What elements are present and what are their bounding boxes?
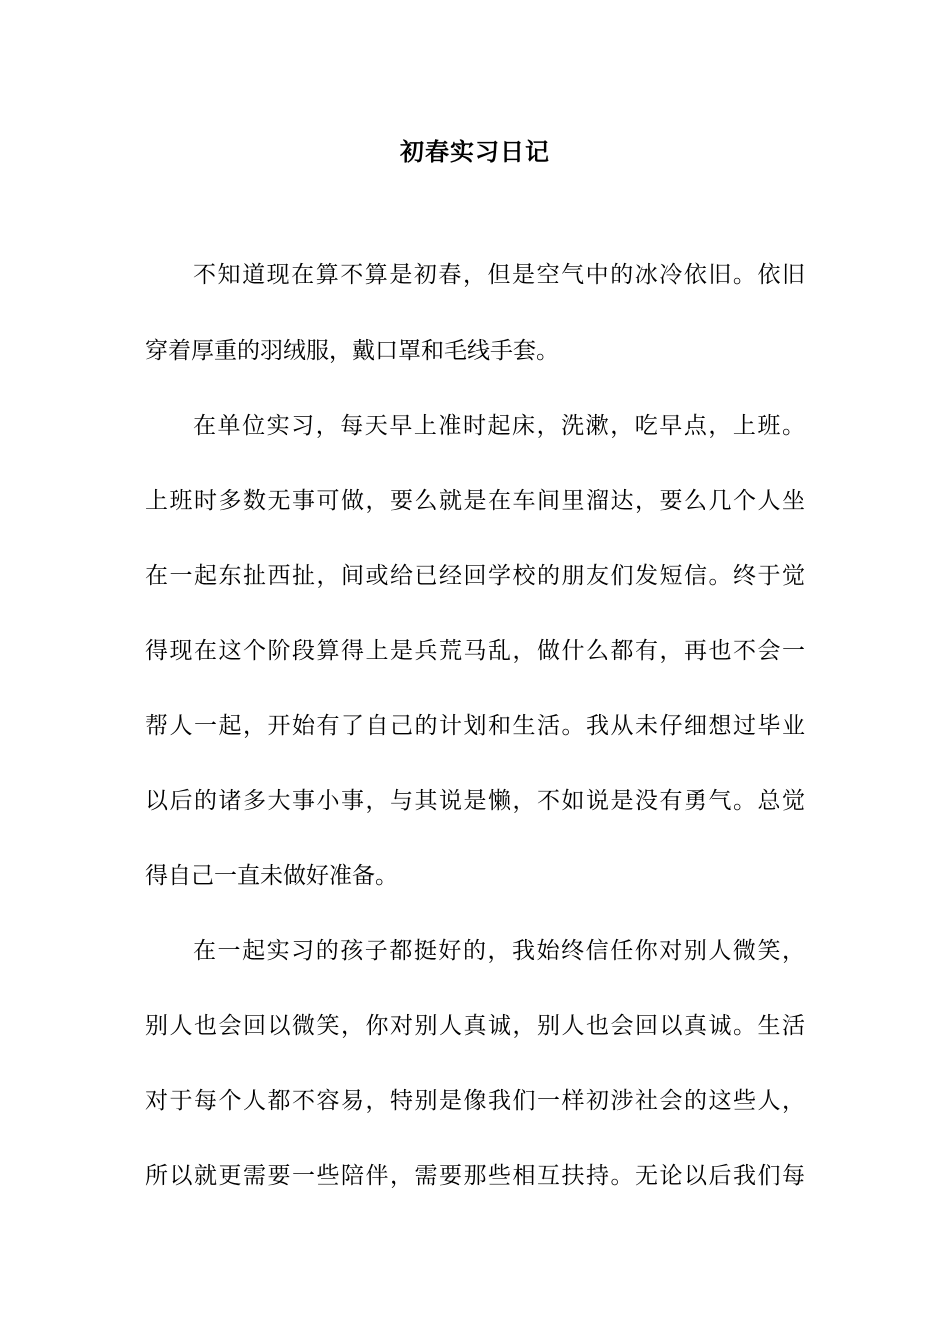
paragraph-line: 帮人一起，开始有了自己的计划和生活。我从未仔细想过毕业: [145, 713, 805, 739]
paragraph-line: 所以就更需要一些陪伴，需要那些相互扶持。无论以后我们每: [145, 1163, 805, 1189]
paragraph-line: 在一起实习的孩子都挺好的，我始终信任你对别人微笑，: [193, 938, 805, 964]
document-title: 初春实习日记: [400, 137, 550, 166]
paragraph-line: 得现在这个阶段算得上是兵荒马乱，做什么都有，再也不会一: [145, 638, 805, 664]
paragraph-line: 得自己一直未做好准备。: [145, 863, 398, 889]
paragraph-line: 在单位实习，每天早上准时起床，洗漱，吃早点，上班。: [193, 413, 805, 439]
paragraph-line: 上班时多数无事可做，要么就是在车间里溜达，要么几个人坐: [145, 488, 805, 514]
paragraph-line: 对于每个人都不容易，特别是像我们一样初涉社会的这些人，: [145, 1088, 805, 1114]
paragraph-line: 穿着厚重的羽绒服，戴口罩和毛线手套。: [145, 338, 559, 364]
paragraph-line: 以后的诸多大事小事，与其说是懒，不如说是没有勇气。总觉: [145, 788, 805, 814]
paragraph-line: 在一起东扯西扯，间或给已经回学校的朋友们发短信。终于觉: [145, 563, 805, 589]
paragraph-line: 不知道现在算不算是初春，但是空气中的冰冷依旧。依旧: [193, 262, 805, 288]
paragraph-line: 别人也会回以微笑，你对别人真诚，别人也会回以真诚。生活: [145, 1013, 805, 1039]
